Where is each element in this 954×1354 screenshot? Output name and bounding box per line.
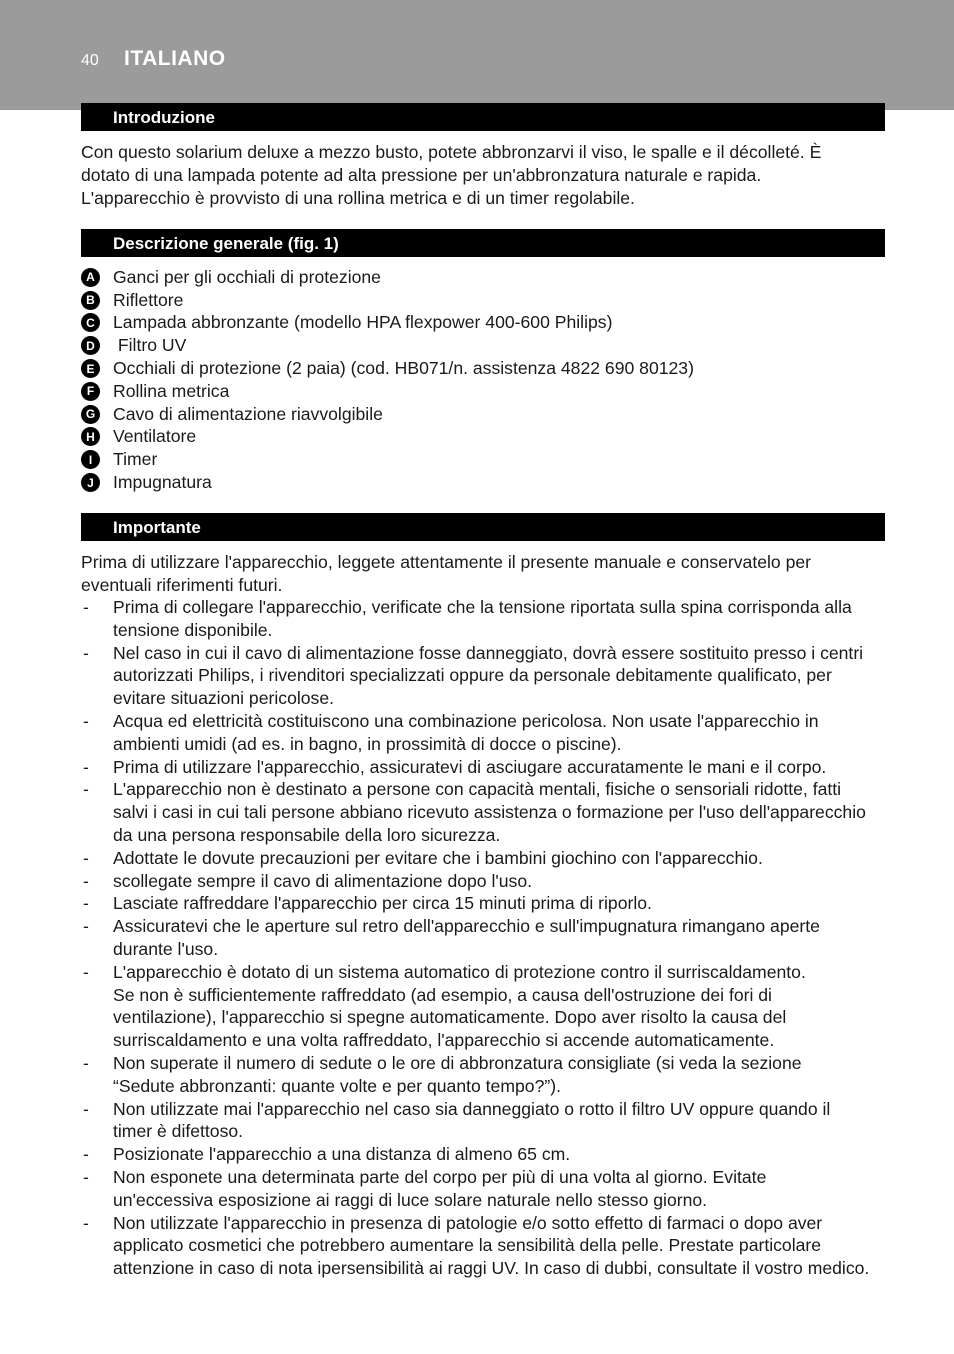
list-item <box>81 289 891 312</box>
important-intro <box>81 551 891 597</box>
text-line: Con questo solarium deluxe a mezzo busto, potete abbronzarvi il viso, le spalle e il décolleté. È <box>81 142 822 162</box>
section-heading-descrizione: Descrizione generale (fig. 1) <box>81 229 885 257</box>
parts-list <box>81 266 891 494</box>
bullet-dash: - <box>83 847 89 868</box>
letter-badge: D <box>81 336 100 355</box>
part-label: Filtro UV <box>113 335 187 356</box>
bullet-dash: - <box>83 893 89 914</box>
bullet-text <box>113 596 891 642</box>
safety-list <box>81 596 891 1280</box>
part-label: Timer <box>113 449 158 470</box>
list-item <box>81 892 891 915</box>
list-item <box>81 1166 891 1212</box>
text-line: evitare situazioni pericolose. <box>113 688 335 709</box>
list-item <box>81 1098 891 1144</box>
text-line: tensione disponibile. <box>113 619 273 640</box>
page-number: 40 <box>81 52 99 69</box>
text-line: applicato cosmetici che potrebbero aumentare la sensibilità della pelle. Prestate particolare <box>113 1235 822 1256</box>
list-item <box>81 357 891 380</box>
letter-badge: G <box>81 405 100 424</box>
list-item <box>81 334 891 357</box>
text-line: Assicuratevi che le aperture sul retro dell'apparecchio e sull'impugnatura rimangano aperte <box>113 916 820 937</box>
text-line: un'eccessiva esposizione ai raggi di luce solare naturale nello stesso giorno. <box>113 1189 708 1210</box>
text-line: Prima di utilizzare l'apparecchio, leggete attentamente il presente manuale e conservatelo per <box>81 552 812 572</box>
bullet-dash: - <box>83 1144 89 1165</box>
bullet-dash: - <box>83 1166 89 1187</box>
list-item <box>81 403 891 426</box>
list-item <box>81 915 891 961</box>
bullet-dash: - <box>83 1212 89 1233</box>
text-line: attenzione in caso di nota ipersensibilità ai raggi UV. In caso di dubbi, consultate il vostro medico. <box>113 1258 870 1279</box>
bullet-text <box>113 847 891 870</box>
text-line: Non utilizzate l'apparecchio in presenza di patologie e/o sotto effetto di farmaci o dopo aver <box>113 1212 823 1233</box>
bullet-dash: - <box>83 870 89 891</box>
bullet-text <box>113 870 891 893</box>
part-label: Riflettore <box>113 289 184 310</box>
bullet-text <box>113 915 891 961</box>
letter-badge: J <box>81 473 100 492</box>
text-line: timer è difettoso. <box>113 1121 244 1142</box>
bullet-dash: - <box>83 756 89 777</box>
bullet-dash: - <box>83 710 89 731</box>
part-label: Cavo di alimentazione riavvolgibile <box>113 403 383 424</box>
intro-paragraph <box>81 141 891 209</box>
list-item <box>81 266 891 289</box>
text-line: ventilazione), l'apparecchio si spegne automaticamente. Dopo aver risolto la causa del <box>113 1007 787 1028</box>
language-title: ITALIANO <box>124 47 226 70</box>
bullet-text <box>113 1166 891 1212</box>
text-line: Lasciate raffreddare l'apparecchio per circa 15 minuti prima di riporlo. <box>113 893 652 914</box>
part-label: Ganci per gli occhiali di protezione <box>113 266 381 287</box>
part-label: Occhiali di protezione (2 paia) (cod. HB071/n. assistenza 4822 690 80123) <box>113 358 694 379</box>
text-line: autorizzati Philips, i rivenditori specializzati oppure da personale debitamente qualificato, per <box>113 665 832 686</box>
text-line: salvi i casi in cui tali persone abbiano ricevuto assistenza o formazione per l'uso dell'apparecchio <box>113 802 866 823</box>
section-heading-importante: Importante <box>81 513 885 541</box>
text-line: ambienti umidi (ad es. in bagno, in prossimità di docce o piscine). <box>113 733 622 754</box>
text-line: Acqua ed elettricità costituiscono una combinazione pericolosa. Non usate l'apparecchio in <box>113 710 819 731</box>
bullet-text <box>113 1052 891 1098</box>
list-item <box>81 1212 891 1280</box>
list-item <box>81 448 891 471</box>
list-item <box>81 961 891 1052</box>
part-label: Rollina metrica <box>113 380 230 401</box>
text-line: Se non è sufficientemente raffreddato (ad esempio, a causa dell'ostruzione dei fori di <box>113 984 772 1005</box>
bullet-dash: - <box>83 1052 89 1073</box>
part-label: Impugnatura <box>113 472 212 493</box>
list-item <box>81 1052 891 1098</box>
list-item <box>81 756 891 779</box>
letter-badge: C <box>81 313 100 332</box>
list-item <box>81 847 891 870</box>
text-line: eventuali riferimenti futuri. <box>81 574 283 595</box>
text-line: Non esponete una determinata parte del corpo per più di una volta al giorno. Evitate <box>113 1166 767 1187</box>
bullet-text <box>113 1098 891 1144</box>
text-line: dotato di una lampada potente ad alta pressione per un'abbronzatura naturale e rapida. <box>81 164 762 185</box>
part-label: Ventilatore <box>113 426 197 447</box>
letter-badge: F <box>81 382 100 401</box>
text-line: L'apparecchio è provvisto di una rollina metrica e di un timer regolabile. <box>81 187 635 208</box>
text-line: scollegate sempre il cavo di alimentazione dopo l'uso. <box>113 870 533 891</box>
bullet-text <box>113 756 891 779</box>
text-line: Nel caso in cui il cavo di alimentazione fosse danneggiato, dovrà essere sostituito presso i centri <box>113 642 864 663</box>
text-line: “Sedute abbronzanti: quante volte e per quanto tempo?”). <box>113 1075 561 1096</box>
list-item <box>81 471 891 494</box>
letter-badge: E <box>81 359 100 378</box>
list-item <box>81 1143 891 1166</box>
text-line: Posizionate l'apparecchio a una distanza di almeno 65 cm. <box>113 1144 571 1165</box>
list-item <box>81 596 891 642</box>
bullet-text <box>113 1143 891 1166</box>
bullet-dash: - <box>83 1098 89 1119</box>
text-line: L'apparecchio non è destinato a persone con capacità mentali, fisiche o sensoriali ridotte, fatti <box>113 779 842 800</box>
list-item <box>81 426 891 449</box>
list-item <box>81 778 891 846</box>
list-item <box>81 642 891 710</box>
bullet-text <box>113 892 891 915</box>
text-line: Prima di collegare l'apparecchio, verificate che la tensione riportata sulla spina corrisponda alla <box>113 597 852 617</box>
list-item <box>81 312 891 335</box>
bullet-dash: - <box>83 961 89 982</box>
text-line: Prima di utilizzare l'apparecchio, assicuratevi di asciugare accuratamente le mani e il corpo. <box>113 756 827 777</box>
bullet-dash: - <box>83 642 89 663</box>
section-heading-introduzione: Introduzione <box>81 103 885 131</box>
list-item <box>81 380 891 403</box>
bullet-text <box>113 1212 891 1280</box>
text-line: Non utilizzate mai l'apparecchio nel caso sia danneggiato o rotto il filtro UV oppure quando il <box>113 1098 831 1119</box>
bullet-text <box>113 642 891 710</box>
text-line: Non superate il numero di sedute o le ore di abbronzatura consigliate (si veda la sezione <box>113 1052 802 1073</box>
bullet-dash: - <box>83 779 89 800</box>
list-item <box>81 710 891 756</box>
text-line: da una persona responsabile della loro sicurezza. <box>113 824 501 845</box>
bullet-dash: - <box>83 597 89 617</box>
text-line: surriscaldamento e una volta raffreddato, l'apparecchio si accende automaticamente. <box>113 1030 775 1051</box>
text-line: Adottate le dovute precauzioni per evitare che i bambini giochino con l'apparecchio. <box>113 847 763 868</box>
letter-badge: B <box>81 291 100 310</box>
text-line: L'apparecchio è dotato di un sistema automatico di protezione contro il surriscaldamento. <box>113 961 806 982</box>
bullet-text <box>113 961 891 1052</box>
bullet-text <box>113 778 891 846</box>
bullet-dash: - <box>83 916 89 937</box>
part-label: Lampada abbronzante (modello HPA flexpower 400-600 Philips) <box>113 312 613 333</box>
list-item <box>81 870 891 893</box>
letter-badge: I <box>81 450 100 469</box>
page-header <box>0 0 954 110</box>
letter-badge: A <box>81 268 100 287</box>
bullet-text <box>113 710 891 756</box>
letter-badge: H <box>81 427 100 446</box>
text-line: durante l'uso. <box>113 938 219 959</box>
